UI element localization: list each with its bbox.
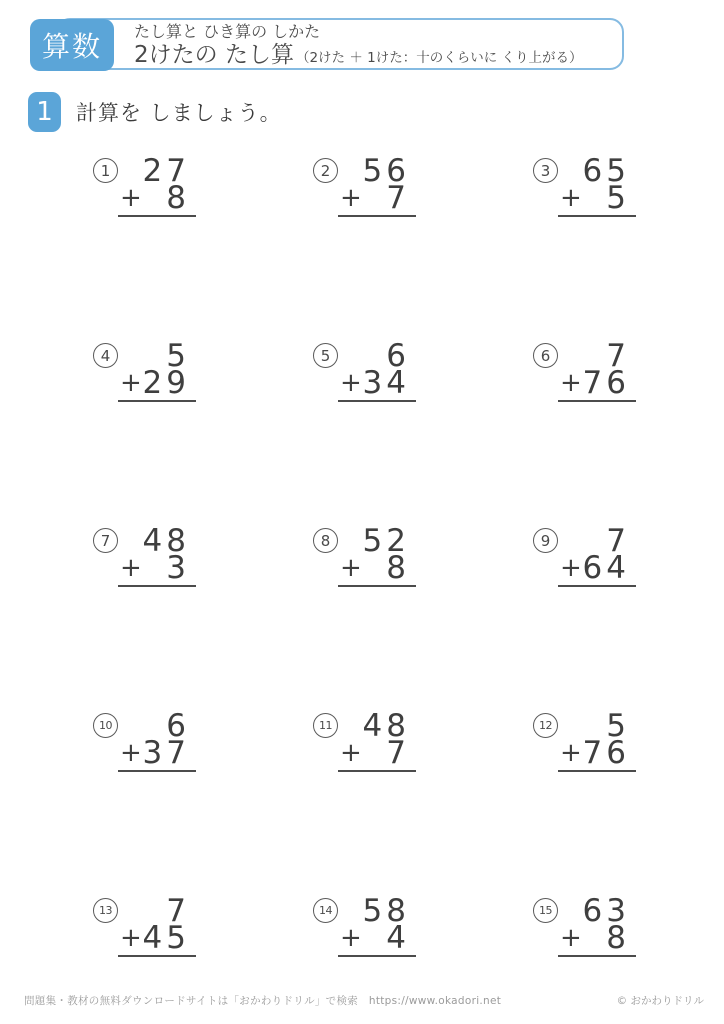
plus-sign: + <box>560 923 582 953</box>
subject-label: 算数 <box>41 30 102 63</box>
problem-work-area <box>338 338 416 402</box>
problem-work-area <box>118 708 196 772</box>
problem-cell <box>313 338 416 402</box>
problem-cell <box>533 153 636 217</box>
plus-sign: + <box>120 553 142 583</box>
subject-badge <box>30 19 114 71</box>
problem-number: 11 <box>313 713 338 738</box>
problem-number: 10 <box>93 713 118 738</box>
problem-cell <box>313 893 416 957</box>
problem-work-area <box>558 153 636 217</box>
problem-number: 15 <box>533 898 558 923</box>
top-addend: 63 <box>582 893 630 929</box>
problem-work-area <box>118 153 196 217</box>
problem-number: 8 <box>313 528 338 553</box>
top-addend: 6 <box>166 708 190 744</box>
bottom-addend-row <box>558 920 636 956</box>
problem-work-area <box>118 893 196 957</box>
top-addend: 5 <box>166 338 190 374</box>
problem-cell <box>533 708 636 772</box>
problem-cell <box>93 893 196 957</box>
bottom-addend: 4 <box>386 920 410 956</box>
bottom-addend: 7 <box>386 180 410 216</box>
problem-cell <box>313 708 416 772</box>
problem-work-area <box>338 893 416 957</box>
problem-cell <box>93 153 196 217</box>
bottom-addend-row <box>338 180 416 216</box>
problem-cell <box>93 523 196 587</box>
problem-number: 5 <box>313 343 338 368</box>
bottom-addend-row <box>118 365 196 401</box>
plus-sign: + <box>560 738 582 768</box>
problem-work-area <box>338 523 416 587</box>
problem-work-area <box>118 338 196 402</box>
problem-work-area <box>338 153 416 217</box>
plus-sign: + <box>120 183 142 213</box>
top-addend: 52 <box>362 523 410 559</box>
plus-sign: + <box>560 368 582 398</box>
bottom-addend: 5 <box>606 180 630 216</box>
problem-cell <box>313 523 416 587</box>
plus-sign: + <box>120 368 142 398</box>
plus-sign: + <box>560 183 582 213</box>
problem-cell <box>313 153 416 217</box>
bottom-addend-row <box>118 180 196 216</box>
worksheet-title-note: （2けた ＋ 1けた：十のくらいに くり上がる） <box>295 50 583 66</box>
problem-cell <box>533 893 636 957</box>
worksheet-title-row <box>134 42 583 68</box>
problem-work-area <box>558 523 636 587</box>
bottom-addend: 34 <box>362 365 410 401</box>
problem-number: 6 <box>533 343 558 368</box>
problem-number: 12 <box>533 713 558 738</box>
problem-number: 9 <box>533 528 558 553</box>
title-text <box>134 22 583 68</box>
section-instruction: 計算を しましょう。 <box>76 101 282 125</box>
bottom-addend: 8 <box>386 550 410 586</box>
plus-sign: + <box>340 368 362 398</box>
plus-sign: + <box>340 183 362 213</box>
plus-sign: + <box>340 923 362 953</box>
bottom-addend-row <box>558 365 636 401</box>
problem-cell <box>533 338 636 402</box>
problem-number: 14 <box>313 898 338 923</box>
bottom-addend: 76 <box>582 735 630 771</box>
bottom-addend: 45 <box>142 920 190 956</box>
top-addend: 6 <box>386 338 410 374</box>
top-addend: 58 <box>362 893 410 929</box>
problem-work-area <box>558 708 636 772</box>
worksheet-title: 2けたの たし算 <box>134 42 294 68</box>
problem-cell <box>93 338 196 402</box>
bottom-addend: 8 <box>166 180 190 216</box>
worksheet-subtitle: たし算と ひき算の しかた <box>134 22 321 41</box>
bottom-addend: 37 <box>142 735 190 771</box>
top-addend: 5 <box>606 708 630 744</box>
problem-number: 3 <box>533 158 558 183</box>
bottom-addend: 8 <box>606 920 630 956</box>
bottom-addend-row <box>338 550 416 586</box>
top-addend: 7 <box>166 893 190 929</box>
section-number: 1 <box>36 97 53 127</box>
bottom-addend: 76 <box>582 365 630 401</box>
bottom-addend-row <box>338 920 416 956</box>
plus-sign: + <box>340 553 362 583</box>
top-addend: 7 <box>606 338 630 374</box>
problem-work-area <box>558 893 636 957</box>
bottom-addend-row <box>118 735 196 771</box>
top-addend: 27 <box>142 153 190 189</box>
bottom-addend: 3 <box>166 550 190 586</box>
top-addend: 48 <box>142 523 190 559</box>
bottom-addend-row <box>558 735 636 771</box>
bottom-addend: 64 <box>582 550 630 586</box>
problem-cell <box>93 708 196 772</box>
plus-sign: + <box>120 923 142 953</box>
plus-sign: + <box>560 553 582 583</box>
problem-work-area <box>558 338 636 402</box>
bottom-addend-row <box>558 550 636 586</box>
problem-work-area <box>118 523 196 587</box>
problem-number: 13 <box>93 898 118 923</box>
top-addend: 56 <box>362 153 410 189</box>
problem-work-area <box>338 708 416 772</box>
problem-cell <box>533 523 636 587</box>
problem-number: 4 <box>93 343 118 368</box>
problem-number: 2 <box>313 158 338 183</box>
bottom-addend-row <box>118 550 196 586</box>
plus-sign: + <box>340 738 362 768</box>
top-addend: 65 <box>582 153 630 189</box>
footer-site-note: 問題集・教材の無料ダウンロードサイトは「おかわりドリル」で検索 https://www.okadori.net <box>24 995 502 1007</box>
plus-sign: + <box>120 738 142 768</box>
problem-number: 7 <box>93 528 118 553</box>
bottom-addend: 7 <box>386 735 410 771</box>
top-addend: 7 <box>606 523 630 559</box>
bottom-addend-row <box>338 735 416 771</box>
bottom-addend-row <box>338 365 416 401</box>
bottom-addend-row <box>118 920 196 956</box>
problem-number: 1 <box>93 158 118 183</box>
bottom-addend: 29 <box>142 365 190 401</box>
top-addend: 48 <box>362 708 410 744</box>
footer-copyright: © おかわりドリル <box>616 995 704 1007</box>
bottom-addend-row <box>558 180 636 216</box>
